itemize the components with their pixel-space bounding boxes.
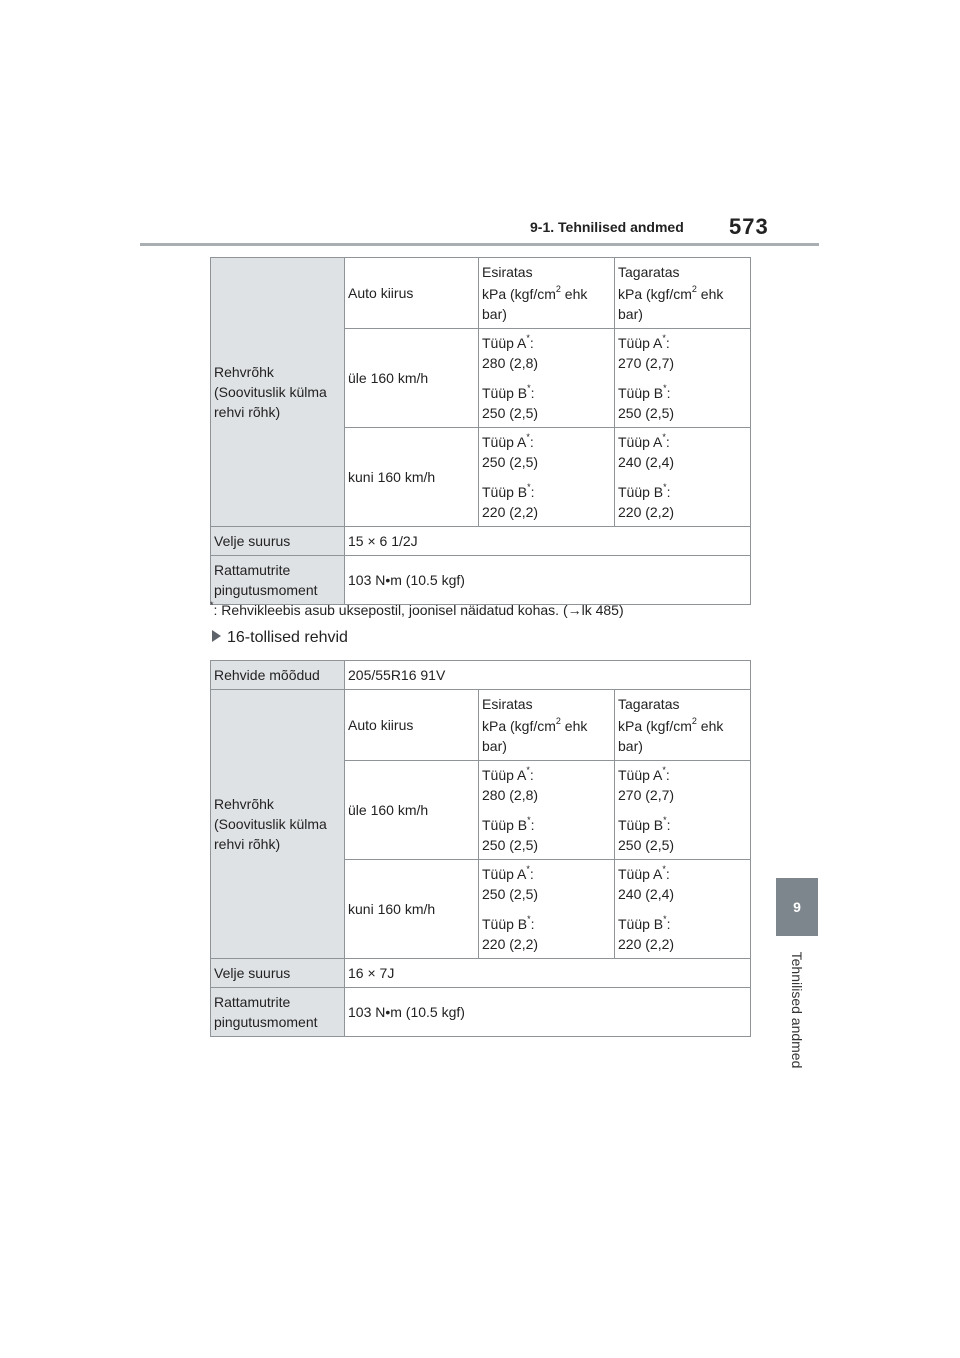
pressure-label-cell	[211, 690, 345, 959]
front-header: Esiratas	[482, 696, 533, 712]
front-pressure-cell: Tüüp A*: 250 (2,5) Tüüp B*: 220 (2,2)	[479, 860, 615, 959]
speed-cell: üle 160 km/h	[345, 329, 479, 428]
page-number: 573	[729, 214, 769, 239]
speed-header-cell	[345, 690, 479, 761]
front-header: Esiratas	[482, 264, 533, 280]
rim-value-cell: 16 × 7J	[345, 959, 751, 988]
table-row	[211, 690, 751, 761]
size-value-cell: 205/55R16 91V	[345, 661, 751, 690]
table-row	[211, 527, 751, 556]
section-title: 9-1. Tehnilised andmed	[530, 219, 684, 235]
footnote: *: Rehvikleebis asub uksepostil, joonisel näidatud kohas. (→lk 485)	[210, 600, 624, 618]
chapter-tab	[776, 878, 818, 936]
pressure-label-cell	[211, 258, 345, 527]
rear-pressure-cell: Tüüp A*: 270 (2,7) Tüüp B*: 250 (2,5)	[615, 329, 751, 428]
rear-header: Tagaratas	[618, 264, 680, 280]
rim-label-cell: Velje suurus	[211, 959, 345, 988]
front-header-cell	[479, 258, 615, 329]
triangle-bullet-icon	[212, 630, 221, 642]
subheading: 16-tollised rehvid	[212, 629, 348, 647]
rear-pressure-cell: Tüüp A*: 240 (2,4) Tüüp B*: 220 (2,2)	[615, 860, 751, 959]
chapter-number: 9	[793, 899, 801, 915]
torque-value-cell: 103 N•m (10.5 kgf)	[345, 556, 751, 605]
torque-value-cell: 103 N•m (10.5 kgf)	[345, 988, 751, 1037]
pressure-label: Rehvrõhk (Soovituslik külma rehvi rõhk)	[214, 364, 327, 420]
speed-cell: kuni 160 km/h	[345, 860, 479, 959]
front-unit: kPa ($kgf/cm^2$ ehk bar)	[482, 716, 588, 754]
front-header-cell	[479, 690, 615, 761]
front-pressure-cell: Tüüp A*: 280 (2,8) Tüüp B*: 250 (2,5)	[479, 761, 615, 860]
size-label-cell: Rehvide mõõdud	[211, 661, 345, 690]
rim-label-cell: Velje suurus	[211, 527, 345, 556]
rear-unit: kPa ($kgf/cm^2$ ehk bar)	[618, 284, 724, 322]
header-divider	[140, 243, 819, 246]
rear-pressure-cell: Tüüp A*: 270 (2,7) Tüüp B*: 250 (2,5)	[615, 761, 751, 860]
chapter-label: Tehnilised andmed	[789, 951, 805, 1069]
tire-spec-table-15	[210, 257, 751, 605]
table-row	[211, 258, 751, 329]
speed-cell: üle 160 km/h	[345, 761, 479, 860]
pressure-label: Rehvrõhk (Soovituslik külma rehvi rõhk)	[214, 796, 327, 852]
rim-value-cell: 15 × 6 1/2J	[345, 527, 751, 556]
tire-spec-table-16	[210, 660, 751, 1037]
front-pressure-cell: Tüüp A*: 280 (2,8) Tüüp B*: 250 (2,5)	[479, 329, 615, 428]
rear-header: Tagaratas	[618, 696, 680, 712]
rear-header-cell	[615, 258, 751, 329]
speed-header-cell	[345, 258, 479, 329]
front-pressure-cell: Tüüp A*: 250 (2,5) Tüüp B*: 220 (2,2)	[479, 428, 615, 527]
table-row	[211, 556, 751, 605]
table-row	[211, 959, 751, 988]
rear-header-cell	[615, 690, 751, 761]
rear-unit: kPa ($kgf/cm^2$ ehk bar)	[618, 716, 724, 754]
speed-header: Auto kiirus	[348, 717, 414, 733]
front-unit: kPa ($kgf/cm^2$ ehk bar)	[482, 284, 588, 322]
speed-header: Auto kiirus	[348, 285, 414, 301]
table-row	[211, 661, 751, 690]
torque-label-cell: Rattamutrite pingutusmoment	[211, 556, 345, 605]
speed-cell: kuni 160 km/h	[345, 428, 479, 527]
torque-label-cell: Rattamutrite pingutusmoment	[211, 988, 345, 1037]
rear-pressure-cell: Tüüp A*: 240 (2,4) Tüüp B*: 220 (2,2)	[615, 428, 751, 527]
table-row	[211, 988, 751, 1037]
